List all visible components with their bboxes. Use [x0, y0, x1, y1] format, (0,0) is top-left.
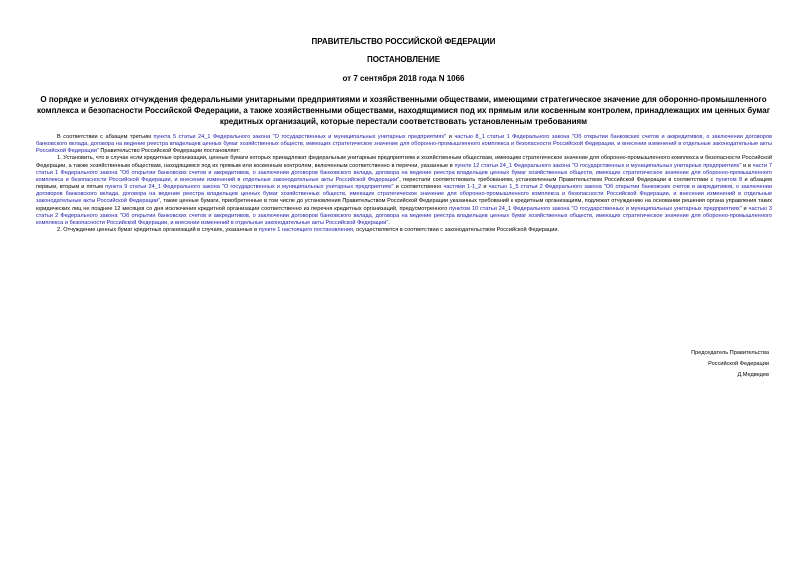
law-link[interactable]: пункте 12 статьи 24_1 Федерального закона "О государственных и муниципальных унитарных предприятиях": [454, 162, 742, 169]
document-type-heading: ПОСТАНОВЛЕНИЕ: [366, 55, 441, 64]
document-body: [36, 134, 772, 234]
item-2-text: 2. Отчуждение ценных бумаг кредитных организаций в случаях, указанных в: [57, 227, 259, 234]
item-1-text: и соответственно: [393, 184, 444, 191]
law-link[interactable]: частью 1_5 статьи 2 Федерального закона "Об открытии банковских счетов и аккредитивов, о заключении договоров банковского вклада, договора на ведение реестра владельцев ценных бумаг хозяйственных обществ, имеющих стратегическое значение для оборонно-промышленного комплекса и безопасности Российской Федерации, и внесении изменений в отдельные законодательные акты Российской Федерации": [36, 184, 772, 205]
item-2-text: , осуществляется в соответствии с законодательством Российской Федерации.: [353, 227, 560, 234]
law-link[interactable]: пункта 9 статьи 24_1 Федерального закона "О государственных и муниципальных унитарных предприятиях": [105, 184, 394, 191]
item-1-paragraph: [36, 155, 772, 227]
law-link[interactable]: частями 1-1_2: [443, 184, 482, 191]
preamble-text: и: [446, 134, 455, 140]
signature-name: Д.Медведев: [737, 372, 769, 378]
law-link[interactable]: частью 8_1 статьи 1 Федерального закона "Об открытии банковских счетов и аккредитивов, о заключении договоров банковского вклада, договора на ведение реестра владельцев ценных бумаг хозяйственных обществ, имеющих стратегическое значение для оборонно-промышленного комплекса и безопасности Российской Федерации, и внесении изменений в отдельные законодательные акты Российской Федерации": [36, 134, 772, 155]
law-link[interactable]: частью 3 статьи 2 Федерального закона "Об открытии банковских счетов и аккредитивов, о заключении договоров банковского вклада, договора на ведение реестра владельцев ценных бумаг хозяйственных обществ, имеющих стратегическое значение для оборонно-промышленного комплекса и безопасности Российской Федерации, и внесении изменений в отдельные законодательные акты Российской Федерации": [36, 205, 772, 226]
preamble-text: Правительство Российской Федерации постановляет:: [98, 148, 241, 155]
item-2-paragraph: [36, 227, 772, 234]
law-link[interactable]: пункте 1 настоящего постановления: [258, 227, 354, 234]
law-link[interactable]: пункта 5 статьи 24_1 Федерального закона "О государственных и муниципальных унитарных предприятиях": [153, 134, 447, 140]
signature-title: Председатель Правительства: [691, 350, 769, 356]
item-1-text: и: [481, 184, 489, 191]
item-1-text: , перестали соответствовать требованиям, установленным Правительством Российской Федерации в соответствии с: [399, 176, 716, 183]
document-title: О порядке и условиях отчуждения федеральными унитарными предприятиями и хозяйственными обществами, имеющими стратегическое значение для оборонно-промышленного комплекса и безопасности Российской Федерации, а также хозяйственными обществами, находящимися под их прямым или косвенным контролем, принадлежащих им ценных бумаг кредитных организаций, которые перестали соответствовать установленным требованиям: [36, 95, 771, 126]
law-link[interactable]: пунктом 10 статьи 24_1 Федерального закона "О государственных и муниципальных унитарных предприятиях": [449, 205, 742, 212]
law-link[interactable]: части 7 статьи 1 Федерального закона "Об открытии банковских счетов и аккредитивов, о заключении договоров банковского вклада, договора на ведение реестра владельцев ценных бумаг хозяйственных обществ, имеющих стратегическое значение для оборонно-промышленного комплекса и безопасности Российской Федерации, и внесении изменений в отдельные законодательные акты Российской Федерации": [36, 162, 772, 183]
item-1-text: и в: [741, 162, 753, 169]
signature-org: Российской Федерации: [708, 361, 769, 367]
item-1-text: , такие ценные бумаги, приобретенные в том числе до установления Правительством Российской Федерации указанных требований к кредитным организациям, подлежат отчуждению на основании решения органа управления таких юридических лиц не позднее 12 месяцев со дня исключения кредитной организации соответственно из перечня кредитных организаций, предусмотренного: [36, 198, 772, 212]
preamble-paragraph: [36, 134, 772, 155]
item-1-text: .: [388, 219, 390, 226]
item-1-text: 1. Установить, что в случае если кредитные организации, ценные бумаги которых принадлежат федеральным унитарным предприятиям и хозяйственным обществам, имеющим стратегическое значение для оборонно-промышленного комплекса и безопасности Российской Федерации, а также хозяйственным обществам, находящимся под их прямым или косвенным контролем, включенным соответственно в перечни, указанные в: [36, 155, 772, 169]
date-number-heading: от 7 сентября 2018 года N 1066: [342, 74, 465, 83]
organization-heading: ПРАВИТЕЛЬСТВО РОССИЙСКОЙ ФЕДЕРАЦИИ: [311, 37, 496, 46]
item-1-text: и: [741, 205, 749, 212]
preamble-text: В соответствии с абзацем третьим: [57, 134, 154, 140]
law-link[interactable]: пунктом 8: [715, 176, 743, 183]
item-1-text: и абзацем первым, вторым и пятым: [36, 176, 773, 191]
